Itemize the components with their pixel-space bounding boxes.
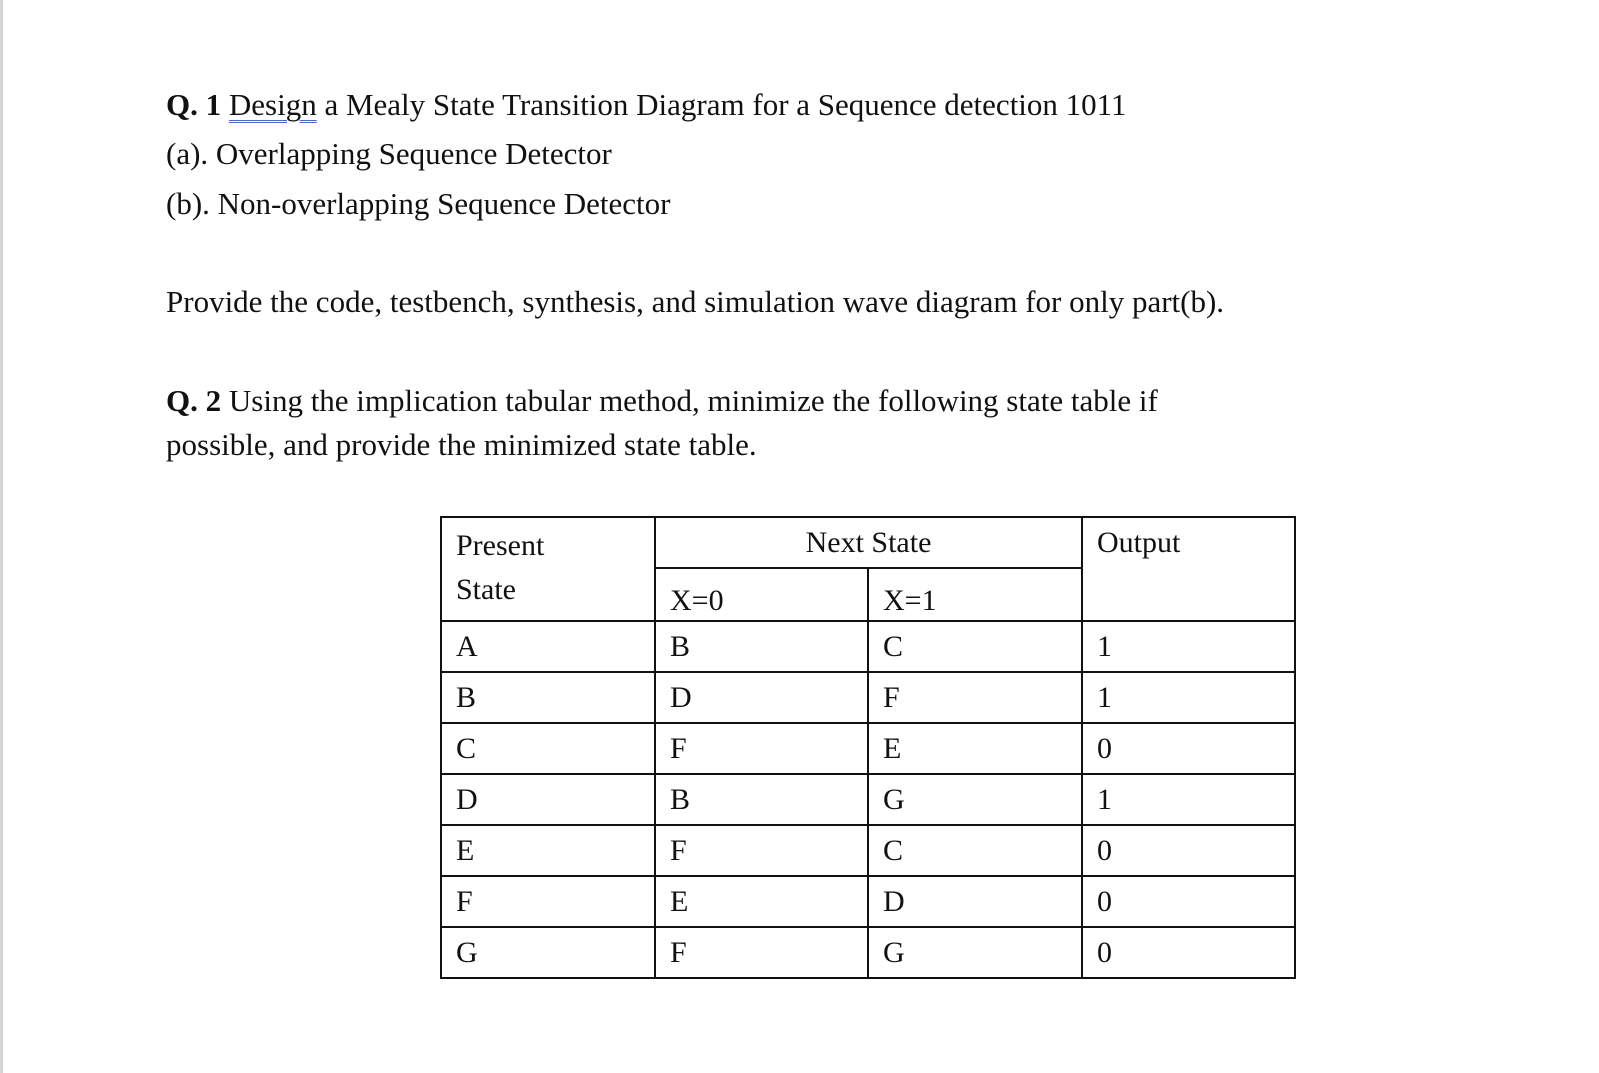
q1-instruction: Provide the code, testbench, synthesis, and simulation wave diagram for only part(b). xyxy=(166,284,1225,319)
q1-title-text: a Mealy State Transition Diagram for a Sequence detection 1011 xyxy=(316,87,1127,122)
cell-present: D xyxy=(441,774,655,825)
cell-x1: G xyxy=(868,774,1082,825)
table-row xyxy=(441,672,1295,723)
cell-output: 1 xyxy=(1082,774,1295,825)
table-row xyxy=(441,621,1295,672)
cell-present: G xyxy=(441,927,655,978)
cell-present: A xyxy=(441,621,655,672)
cell-present: F xyxy=(441,876,655,927)
cell-x0: B xyxy=(655,621,868,672)
cell-x0: B xyxy=(655,774,868,825)
cell-output: 1 xyxy=(1082,621,1295,672)
cell-output: 1 xyxy=(1082,672,1295,723)
q1-part-a: (a). Overlapping Sequence Detector xyxy=(166,136,612,171)
cell-output: 0 xyxy=(1082,723,1295,774)
header-x1: X=1 xyxy=(868,568,1082,621)
table-row xyxy=(441,876,1295,927)
cell-x0: F xyxy=(655,723,868,774)
header-next-state: Next State xyxy=(655,517,1082,568)
state-table xyxy=(440,516,1296,979)
q1-flagged-word[interactable]: Design xyxy=(228,87,317,122)
table-row xyxy=(441,723,1295,774)
cell-output: 0 xyxy=(1082,927,1295,978)
q2-heading-line2: possible, and provide the minimized state table. xyxy=(166,427,757,462)
cell-output: 0 xyxy=(1082,876,1295,927)
header-x0: X=0 xyxy=(655,568,868,621)
table-row xyxy=(441,927,1295,978)
cell-x1: C xyxy=(868,825,1082,876)
cell-x1: E xyxy=(868,723,1082,774)
table-header-row xyxy=(441,517,1295,568)
q2-number: Q. 2 xyxy=(166,383,222,418)
q2-heading-line1 xyxy=(166,381,1158,421)
cell-x1: D xyxy=(868,876,1082,927)
q1-number: Q. 1 xyxy=(166,87,222,122)
cell-x0: F xyxy=(655,825,868,876)
q1-heading xyxy=(166,85,1127,125)
q2-line1-text: Using the implication tabular method, minimize the following state table if xyxy=(221,383,1158,418)
table-row xyxy=(441,825,1295,876)
cell-present: C xyxy=(441,723,655,774)
cell-x1: G xyxy=(868,927,1082,978)
header-present-state: Present State xyxy=(441,517,655,621)
header-output: Output xyxy=(1082,517,1295,621)
cell-x1: F xyxy=(868,672,1082,723)
cell-present: E xyxy=(441,825,655,876)
cell-x0: F xyxy=(655,927,868,978)
cell-x0: E xyxy=(655,876,868,927)
cell-output: 0 xyxy=(1082,825,1295,876)
q1-part-b: (b). Non-overlapping Sequence Detector xyxy=(166,186,671,221)
cell-x1: C xyxy=(868,621,1082,672)
cell-present: B xyxy=(441,672,655,723)
cell-x0: D xyxy=(655,672,868,723)
table-row xyxy=(441,774,1295,825)
